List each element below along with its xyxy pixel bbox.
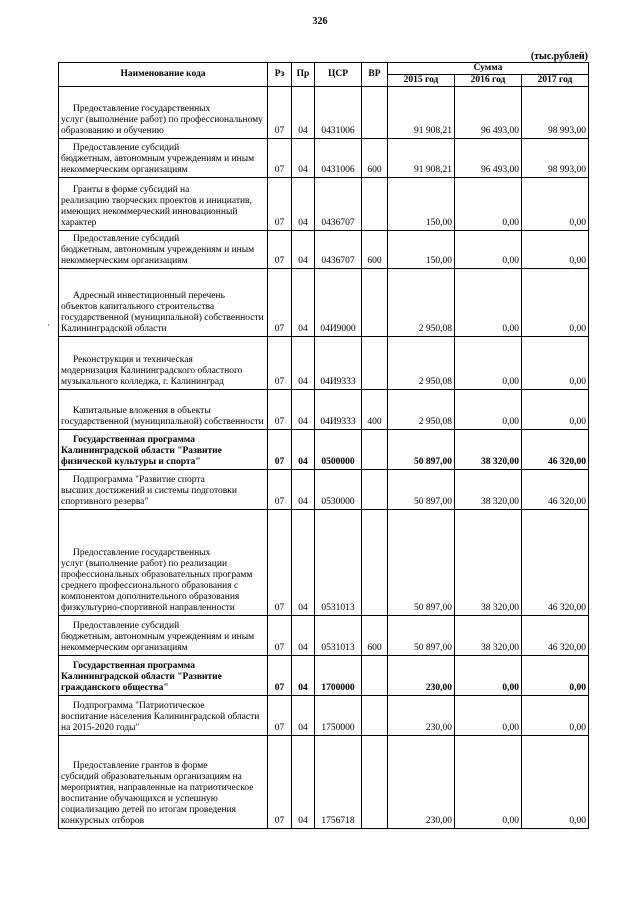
cell-y2016: 0,00 (455, 736, 522, 829)
cell-name-rest: высших достижений и системы подготовки спортивного резерва" (61, 486, 237, 507)
cell-pr: 04 (292, 231, 315, 269)
cell-rz: 07 (268, 269, 292, 337)
cell-name-first-line: Государственная программа (73, 435, 195, 445)
cell-pr: 04 (292, 736, 315, 829)
cell-pr: 04 (292, 616, 315, 656)
header-pr: Пр (292, 63, 315, 87)
budget-table (58, 62, 589, 829)
table-row (59, 616, 589, 656)
cell-name (59, 470, 268, 510)
cell-name-first-line: Предоставление государственных (73, 548, 211, 558)
table-row (59, 139, 589, 178)
table-row (59, 470, 589, 510)
cell-pr: 04 (292, 87, 315, 139)
cell-y2017: 0,00 (522, 178, 589, 231)
cell-vr (362, 430, 388, 470)
cell-name-rest: бюджетным, автономным учреждениям и иным некоммерческим организациям (61, 154, 255, 175)
cell-vr (362, 337, 388, 390)
cell-y2016: 0,00 (455, 231, 522, 269)
cell-y2017: 0,00 (522, 337, 589, 390)
cell-pr: 04 (292, 696, 315, 736)
cell-y2015: 2 950,08 (388, 390, 455, 430)
cell-csr: 1756718 (315, 736, 362, 829)
cell-rz: 07 (268, 337, 292, 390)
cell-y2015: 150,00 (388, 231, 455, 269)
cell-name-rest: воспитание населения Калининградской области на 2015-2020 годы" (61, 712, 260, 733)
cell-y2015: 50 897,00 (388, 430, 455, 470)
cell-vr (362, 656, 388, 696)
cell-csr: 1700000 (315, 656, 362, 696)
cell-y2017: 0,00 (522, 736, 589, 829)
cell-pr: 04 (292, 139, 315, 178)
cell-y2016: 0,00 (455, 656, 522, 696)
cell-vr (362, 178, 388, 231)
cell-y2015: 91 908,21 (388, 87, 455, 139)
cell-name-first-line: Гранты в форме субсидий на (73, 185, 190, 195)
cell-name (59, 337, 268, 390)
cell-y2016: 96 493,00 (455, 139, 522, 178)
cell-vr (362, 470, 388, 510)
page-number: 326 (312, 16, 328, 27)
cell-pr: 04 (292, 269, 315, 337)
cell-vr (362, 269, 388, 337)
cell-name-first-line: Адресный инвестиционный перечень (73, 291, 225, 301)
cell-rz: 07 (268, 430, 292, 470)
cell-y2015: 150,00 (388, 178, 455, 231)
cell-y2015: 230,00 (388, 736, 455, 829)
cell-pr: 04 (292, 510, 315, 616)
cell-csr: 1750000 (315, 696, 362, 736)
header-vr: ВР (362, 63, 388, 87)
cell-y2017: 46 320,00 (522, 510, 589, 616)
cell-name-rest: реализацию творческих проектов и инициатив, имеющих некоммерческий инновационный характер (61, 196, 252, 228)
cell-rz: 07 (268, 87, 292, 139)
cell-vr: 600 (362, 616, 388, 656)
cell-rz: 07 (268, 616, 292, 656)
header-csr: ЦСР (315, 63, 362, 87)
cell-rz: 07 (268, 736, 292, 829)
cell-name (59, 736, 268, 829)
cell-y2017: 0,00 (522, 390, 589, 430)
cell-y2015: 2 950,08 (388, 337, 455, 390)
cell-csr: 04И9333 (315, 390, 362, 430)
cell-y2017: 46 320,00 (522, 616, 589, 656)
cell-name-first-line: Предоставление государственных (73, 104, 211, 114)
cell-name (59, 87, 268, 139)
table-row (59, 87, 589, 139)
cell-name-first-line: Подпрограмма "Патриотическое (73, 701, 205, 711)
cell-y2016: 38 320,00 (455, 430, 522, 470)
cell-y2017: 98 993,00 (522, 87, 589, 139)
cell-vr: 600 (362, 231, 388, 269)
cell-name (59, 231, 268, 269)
cell-y2016: 0,00 (455, 178, 522, 231)
cell-y2016: 38 320,00 (455, 616, 522, 656)
cell-name-rest: услуг (выполнение работ) по профессиональному образованию и обучению (61, 115, 263, 136)
cell-csr: 0436707 (315, 178, 362, 231)
cell-name-first-line: Государственная программа (73, 661, 195, 671)
cell-y2016: 0,00 (455, 696, 522, 736)
cell-name (59, 696, 268, 736)
cell-name (59, 139, 268, 178)
cell-csr: 0530000 (315, 470, 362, 510)
cell-y2015: 91 908,21 (388, 139, 455, 178)
cell-pr: 04 (292, 430, 315, 470)
cell-rz: 07 (268, 656, 292, 696)
cell-y2016: 38 320,00 (455, 510, 522, 616)
cell-vr (362, 510, 388, 616)
cell-y2016: 0,00 (455, 269, 522, 337)
cell-name-first-line: Подпрограмма "Развитие спорта (73, 475, 205, 485)
header-2017: 2017 год (522, 75, 589, 87)
cell-y2016: 0,00 (455, 337, 522, 390)
cell-csr: 0431006 (315, 87, 362, 139)
cell-y2015: 50 897,00 (388, 616, 455, 656)
cell-y2017: 0,00 (522, 656, 589, 696)
cell-rz: 07 (268, 231, 292, 269)
header-name: Наименование кода (59, 63, 268, 87)
cell-name-rest: услуг (выполнение работ) по реализации профессиональных образовательных программ среднего профессионального образования с компонентом дополнительного образования физкультурно-спортивной направленности (61, 559, 253, 613)
cell-csr: 0436707 (315, 231, 362, 269)
cell-y2015: 50 897,00 (388, 470, 455, 510)
header-sum: Сумма (388, 63, 589, 75)
cell-name-first-line: Предоставление грантов в форме (73, 761, 208, 771)
cell-csr: 0531013 (315, 510, 362, 616)
cell-pr: 04 (292, 337, 315, 390)
cell-vr: 400 (362, 390, 388, 430)
cell-name-rest: субсидий образовательным организациям на мероприятия, направленные на патриотическое воспитание обучающихся и успешную социализацию детей по итогам проведения конкурсных отборов (61, 772, 254, 826)
cell-name-rest: государственной (муниципальной) собственности (61, 417, 264, 427)
cell-vr (362, 87, 388, 139)
header-rz: Рз (268, 63, 292, 87)
cell-name-rest: объектов капитального строительства государственной (муниципальной) собственности Калининградской области (61, 302, 264, 334)
cell-y2017: 0,00 (522, 231, 589, 269)
cell-pr: 04 (292, 470, 315, 510)
table-row (59, 510, 589, 616)
cell-y2015: 230,00 (388, 696, 455, 736)
cell-y2017: 46 320,00 (522, 430, 589, 470)
cell-rz: 07 (268, 390, 292, 430)
cell-y2017: 0,00 (522, 696, 589, 736)
cell-name (59, 178, 268, 231)
cell-name-first-line: Предоставление субсидий (73, 621, 180, 631)
cell-rz: 07 (268, 178, 292, 231)
cell-vr (362, 696, 388, 736)
cell-y2016: 38 320,00 (455, 470, 522, 510)
cell-name (59, 616, 268, 656)
units-label: (тыс.рублей) (530, 51, 588, 62)
cell-name (59, 430, 268, 470)
cell-name-rest: модернизация Калининградского областного музыкального колледжа, г. Калининград (61, 366, 243, 387)
cell-name (59, 269, 268, 337)
cell-pr: 04 (292, 390, 315, 430)
table-row (59, 656, 589, 696)
cell-pr: 04 (292, 656, 315, 696)
cell-pr: 04 (292, 178, 315, 231)
cell-y2015: 230,00 (388, 656, 455, 696)
cell-name-rest: Калининградской области "Развитие гражданского общества" (61, 672, 222, 693)
cell-y2016: 96 493,00 (455, 87, 522, 139)
cell-rz: 07 (268, 696, 292, 736)
table-row (59, 337, 589, 390)
table-row (59, 231, 589, 269)
cell-y2015: 2 950,08 (388, 269, 455, 337)
cell-name-first-line: Реконструкция и техническая (73, 355, 193, 365)
cell-vr: 600 (362, 139, 388, 178)
cell-name (59, 510, 268, 616)
cell-y2017: 98 993,00 (522, 139, 589, 178)
table-row (59, 390, 589, 430)
cell-y2017: 46 320,00 (522, 470, 589, 510)
cell-csr: 04И9333 (315, 337, 362, 390)
margin-dot: · (47, 320, 50, 330)
cell-name-first-line: Предоставление субсидий (73, 143, 180, 153)
cell-name-first-line: Капитальные вложения в объекты (73, 406, 211, 416)
header-2016: 2016 год (455, 75, 522, 87)
cell-csr: 04И9000 (315, 269, 362, 337)
cell-name-rest: бюджетным, автономным учреждениям и иным некоммерческим организациям (61, 245, 255, 266)
cell-csr: 0500000 (315, 430, 362, 470)
cell-name-rest: Калининградской области "Развитие физической культуры и спорта" (61, 446, 222, 467)
cell-y2015: 50 897,00 (388, 510, 455, 616)
cell-name-first-line: Предоставление субсидий (73, 234, 180, 244)
table-row (59, 178, 589, 231)
cell-name-rest: бюджетным, автономным учреждениям и иным некоммерческим организациям (61, 632, 255, 653)
cell-csr: 0531013 (315, 616, 362, 656)
cell-rz: 07 (268, 139, 292, 178)
cell-rz: 07 (268, 470, 292, 510)
cell-name (59, 390, 268, 430)
cell-y2017: 0,00 (522, 269, 589, 337)
table-row (59, 696, 589, 736)
cell-name (59, 656, 268, 696)
table-row (59, 269, 589, 337)
cell-vr (362, 736, 388, 829)
cell-csr: 0431006 (315, 139, 362, 178)
table-body (59, 87, 589, 829)
table-row (59, 430, 589, 470)
table-row (59, 736, 589, 829)
cell-y2016: 0,00 (455, 390, 522, 430)
header-2015: 2015 год (388, 75, 455, 87)
cell-rz: 07 (268, 510, 292, 616)
